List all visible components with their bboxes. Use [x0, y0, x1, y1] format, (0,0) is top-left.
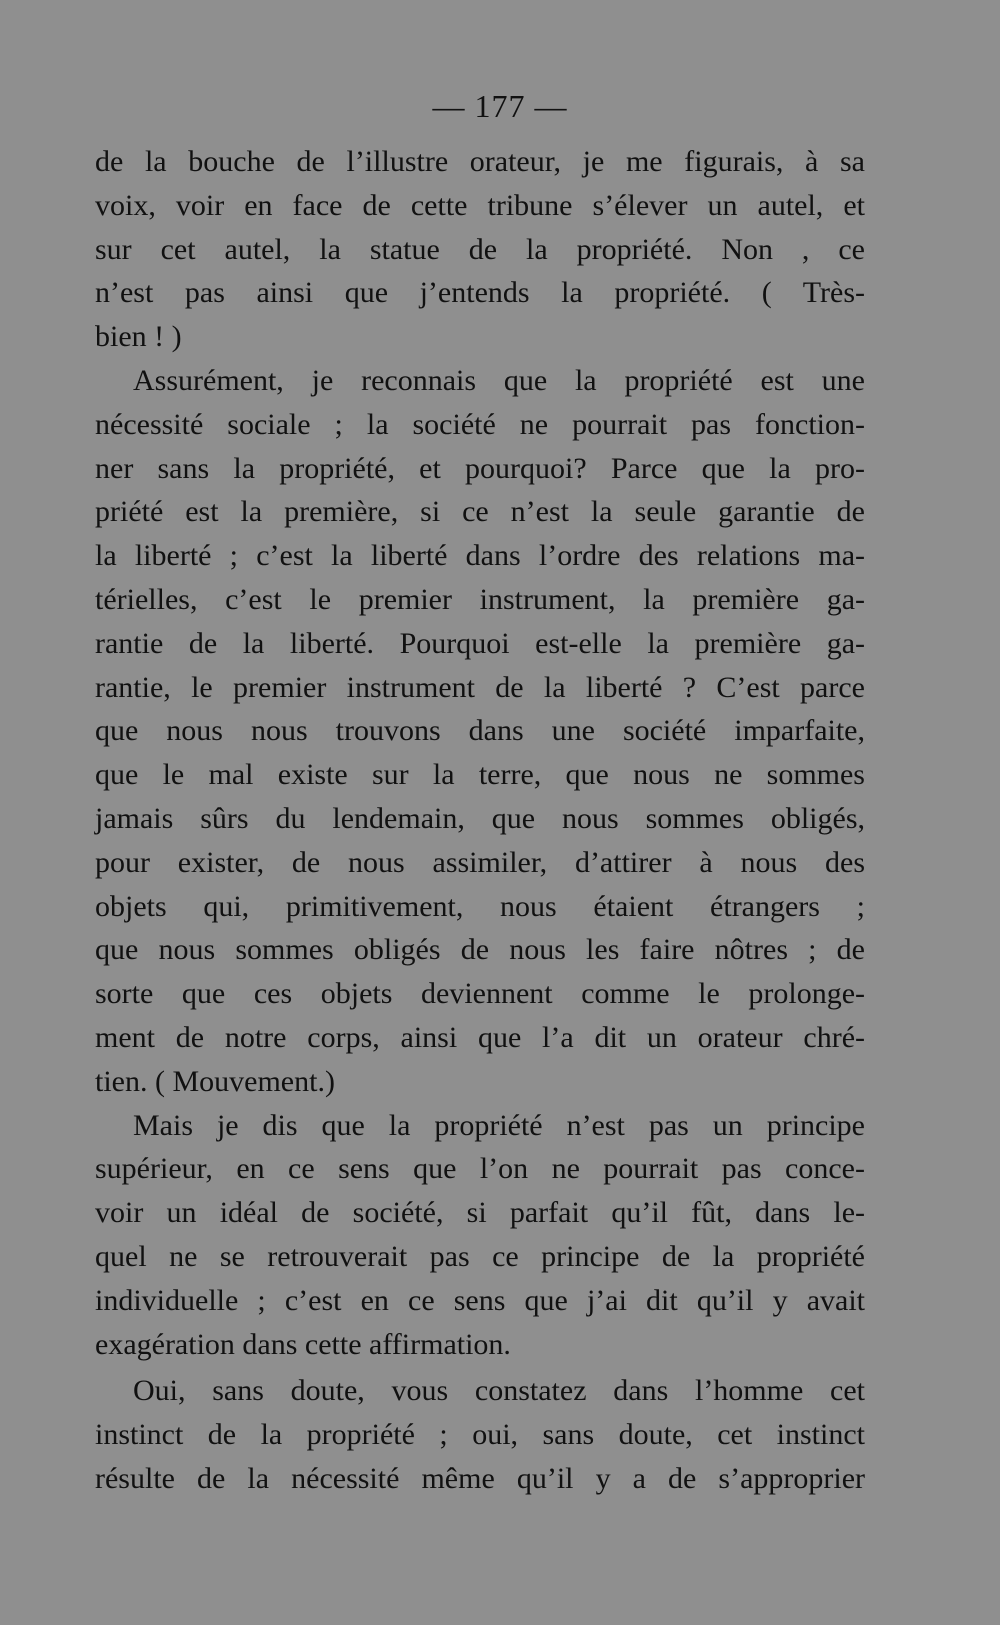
page-number: — 177 —	[432, 88, 568, 124]
text-line: nécessité sociale ; la société ne pourrait pas fonction-	[95, 407, 865, 441]
text-line: que nous nous trouvons dans une société imparfaite,	[95, 714, 865, 748]
text-line: térielles, c’est le premier instrument, la première ga-	[95, 582, 865, 616]
text-line: Assurément, je reconnais que la propriété est une	[133, 363, 865, 397]
text-line: n’est pas ainsi que j’entends la propriété. ( Très-	[95, 276, 865, 310]
text-line: Oui, sans doute, vous constatez dans l’homme cet	[133, 1374, 865, 1408]
text-line: voir un idéal de société, si parfait qu’il fût, dans le-	[95, 1196, 865, 1230]
text-line: objets qui, primitivement, nous étaient étrangers ;	[95, 889, 865, 923]
text-line: de la bouche de l’illustre orateur, je me figurais, à sa	[95, 145, 865, 178]
text-line: rantie de la liberté. Pourquoi est-elle la première ga-	[95, 626, 865, 660]
text-line: Mais je dis que la propriété n’est pas un principe	[133, 1108, 865, 1142]
text-line: instinct de la propriété ; oui, sans doute, cet instinct	[95, 1418, 865, 1452]
text-line: la liberté ; c’est la liberté dans l’ordre des relations ma-	[95, 539, 865, 573]
text-line: sur cet autel, la statue de la propriété. Non , ce	[95, 232, 865, 266]
text-line: rantie, le premier instrument de la liberté ? C’est parce	[95, 670, 865, 704]
text-line: résulte de la nécessité même qu’il y a de s’approprier	[95, 1461, 865, 1495]
text-line: que nous sommes obligés de nous les faire nôtres ; de	[95, 933, 865, 967]
text-line: pour exister, de nous assimiler, d’attirer à nous des	[95, 845, 865, 879]
text-line: que le mal existe sur la terre, que nous ne sommes	[95, 758, 865, 792]
text-line: supérieur, en ce sens que l’on ne pourrait pas conce-	[95, 1152, 865, 1186]
text-line: exagération dans cette affirmation.	[95, 1327, 511, 1361]
text-line: ment de notre corps, ainsi que l’a dit un orateur chré-	[95, 1020, 865, 1054]
text-line: ner sans la propriété, et pourquoi? Parce que la pro-	[95, 451, 865, 485]
text-line: tien. ( Mouvement.)	[95, 1064, 335, 1098]
text-line: jamais sûrs du lendemain, que nous sommes obligés,	[95, 801, 865, 835]
text-line: voix, voir en face de cette tribune s’élever un autel, et	[95, 188, 865, 222]
text-line: sorte que ces objets deviennent comme le prolonge-	[95, 977, 865, 1011]
text-line: priété est la première, si ce n’est la seule garantie de	[95, 495, 865, 529]
text-line: quel ne se retrouverait pas ce principe de la propriété	[95, 1239, 865, 1273]
text-line: individuelle ; c’est en ce sens que j’ai dit qu’il y avait	[95, 1283, 865, 1317]
page-body-text	[95, 140, 865, 1501]
text-line: bien ! )	[95, 320, 182, 354]
